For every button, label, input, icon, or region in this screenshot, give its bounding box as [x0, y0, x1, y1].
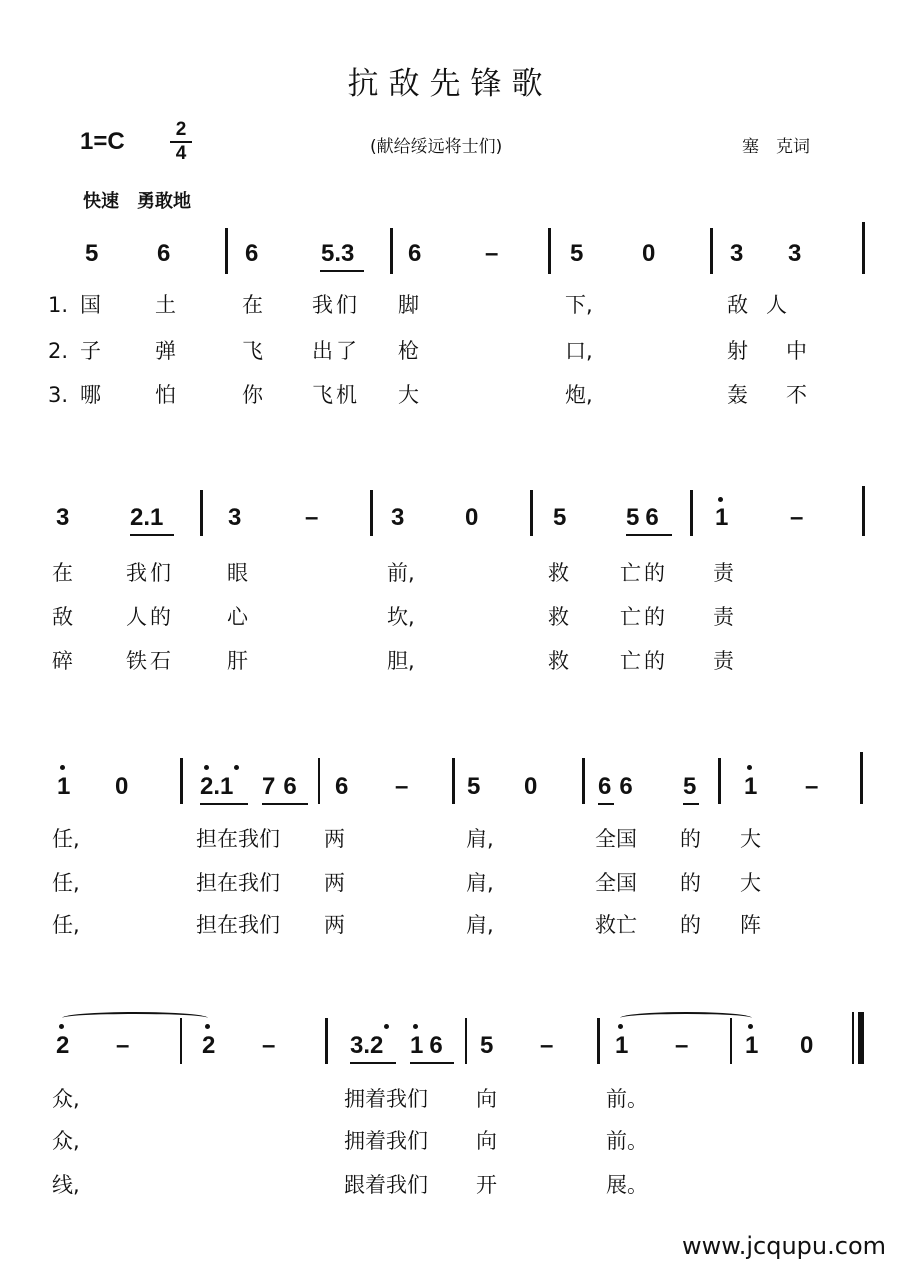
- octave-dot-high: [747, 765, 752, 770]
- lyric: 国: [80, 293, 101, 317]
- lyric: 土: [155, 293, 176, 317]
- verse-number: 1.: [48, 293, 69, 317]
- lyric: 人的: [126, 605, 174, 629]
- note: 3: [788, 240, 802, 267]
- bar-line: [690, 490, 693, 536]
- lyric: 肩,: [466, 827, 494, 851]
- octave-dot-high: [205, 1024, 210, 1029]
- lyric: 在: [242, 293, 263, 317]
- dash: –: [790, 504, 804, 531]
- note: 0: [524, 773, 538, 800]
- time-signature-top: 2: [175, 119, 187, 140]
- note: 5: [570, 240, 584, 267]
- bar-line: [860, 752, 863, 804]
- note: 6: [157, 240, 171, 267]
- lyric: 坎,: [387, 605, 415, 629]
- note: 3: [730, 240, 744, 267]
- octave-dot-high: [59, 1024, 64, 1029]
- note: 2: [56, 1032, 70, 1059]
- lyric: 救: [548, 605, 569, 629]
- bar-line: [180, 758, 183, 804]
- note: 5: [467, 773, 481, 800]
- note: 3.2: [350, 1032, 384, 1059]
- tie-slur: [62, 1012, 208, 1024]
- note: 2.1: [200, 773, 234, 800]
- note: 1: [744, 773, 758, 800]
- lyric: 枪: [398, 339, 419, 363]
- lyric: 肩,: [466, 871, 494, 895]
- lyric: 前。: [606, 1087, 648, 1111]
- lyric: 轰: [727, 383, 748, 407]
- lyric: 救: [548, 561, 569, 585]
- lyric: 担在我们: [196, 871, 280, 895]
- note: 1: [715, 504, 729, 531]
- beam-underline: [262, 803, 308, 805]
- dash: –: [305, 504, 319, 531]
- octave-dot-high: [748, 1024, 753, 1029]
- lyric: 大: [398, 383, 419, 407]
- song-title: 抗敌先锋歌: [347, 66, 553, 102]
- bar-line: [200, 490, 203, 536]
- octave-dot-high: [60, 765, 65, 770]
- beam-underline: [320, 270, 364, 272]
- bar-line: [862, 486, 865, 536]
- bar-line: [710, 228, 713, 274]
- note: 6: [335, 773, 349, 800]
- time-signature-bottom: 4: [175, 143, 187, 164]
- note: 5.3: [321, 240, 355, 267]
- lyric: 中: [786, 339, 807, 363]
- lyric: 全国: [595, 871, 637, 895]
- lyric: 担在我们: [196, 913, 280, 937]
- lyric: 跟着我们: [344, 1173, 428, 1197]
- lyric: 向: [476, 1087, 497, 1111]
- lyric: 责: [713, 605, 734, 629]
- dash: –: [116, 1032, 130, 1059]
- bar-line: [452, 758, 455, 804]
- lyric: 阵: [740, 913, 761, 937]
- note: 5: [85, 240, 99, 267]
- lyric: 众,: [52, 1129, 80, 1153]
- note: 3: [56, 504, 70, 531]
- lyric: 开: [476, 1173, 497, 1197]
- bar-line: [730, 1018, 732, 1064]
- octave-dot-high: [413, 1024, 418, 1029]
- lyric: 我们: [312, 293, 360, 317]
- time-signature: [170, 120, 192, 164]
- lyric: 在: [52, 561, 73, 585]
- octave-dot-high: [718, 497, 723, 502]
- note: 1: [745, 1032, 759, 1059]
- lyric: 亡的: [620, 649, 668, 673]
- lyric: 前,: [387, 561, 415, 585]
- note: 6: [408, 240, 422, 267]
- lyric: 线,: [52, 1173, 80, 1197]
- note: 56: [626, 504, 665, 531]
- bar-line: [718, 758, 721, 804]
- lyric: 弹: [155, 339, 176, 363]
- bar-line: [862, 222, 865, 274]
- note: 0: [642, 240, 656, 267]
- final-bar-line-thin: [852, 1012, 854, 1064]
- tie-slur: [620, 1012, 752, 1024]
- bar-line: [530, 490, 533, 536]
- lyric: 拥着我们: [344, 1129, 428, 1153]
- dash: –: [395, 773, 409, 800]
- lyric: 肩,: [466, 913, 494, 937]
- note: 3: [228, 504, 242, 531]
- lyric: 担在我们: [196, 827, 280, 851]
- beam-underline: [130, 534, 174, 536]
- bar-line: [597, 1018, 600, 1064]
- beam-underline: [350, 1062, 396, 1064]
- lyric: 任,: [52, 871, 80, 895]
- lyric: 大: [740, 827, 761, 851]
- note: 1: [615, 1032, 629, 1059]
- beam-underline: [683, 803, 699, 805]
- lyric: 胆,: [387, 649, 415, 673]
- lyric: 出了: [312, 339, 360, 363]
- lyric: 肝: [227, 649, 248, 673]
- lyric: 碎: [52, 649, 73, 673]
- site-watermark: www.jcqupu.com: [682, 1232, 886, 1260]
- lyric: 的: [680, 871, 701, 895]
- note: 0: [800, 1032, 814, 1059]
- lyric: 射: [727, 339, 748, 363]
- bar-line: [180, 1018, 182, 1064]
- verse-number: 2.: [48, 339, 69, 363]
- beam-underline: [200, 803, 248, 805]
- lyric: 我们: [126, 561, 174, 585]
- octave-dot-high: [618, 1024, 623, 1029]
- verse-number: 3.: [48, 383, 69, 407]
- lyric: 的: [680, 827, 701, 851]
- octave-dot-high: [204, 765, 209, 770]
- lyric: 责: [713, 561, 734, 585]
- lyric: 任,: [52, 913, 80, 937]
- lyric: 前。: [606, 1129, 648, 1153]
- lyric: 敌: [52, 605, 73, 629]
- note: 66: [598, 773, 641, 800]
- lyric: 向: [476, 1129, 497, 1153]
- note: 76: [262, 773, 305, 800]
- octave-dot-high: [234, 765, 239, 770]
- note: 2: [202, 1032, 216, 1059]
- lyric: 下,: [565, 293, 593, 317]
- note: 5: [480, 1032, 494, 1059]
- lyric: 子: [80, 339, 101, 363]
- lyric: 两: [324, 913, 345, 937]
- lyric: 飞: [242, 339, 263, 363]
- octave-dot-high: [384, 1024, 389, 1029]
- bar-line: [370, 490, 373, 536]
- beam-underline: [598, 803, 614, 805]
- dash: –: [805, 773, 819, 800]
- lyric: 大: [740, 871, 761, 895]
- lyric: 救亡: [595, 913, 637, 937]
- lyric: 救: [548, 649, 569, 673]
- bar-line: [548, 228, 551, 274]
- bar-line: [225, 228, 228, 274]
- lyric: 脚: [398, 293, 419, 317]
- note: 3: [391, 504, 405, 531]
- dedication-subtitle: (献给绥远将士们): [370, 137, 503, 157]
- beam-underline: [626, 534, 672, 536]
- note: 0: [115, 773, 129, 800]
- note: 6: [245, 240, 259, 267]
- note: 0: [465, 504, 479, 531]
- lyric: 任,: [52, 827, 80, 851]
- bar-line: [318, 758, 320, 804]
- lyric: 哪: [80, 383, 101, 407]
- lyric: 的: [680, 913, 701, 937]
- lyric: 飞机: [312, 383, 360, 407]
- lyric: 责: [713, 649, 734, 673]
- lyric: 展。: [606, 1173, 648, 1197]
- dash: –: [540, 1032, 554, 1059]
- lyric: 心: [227, 605, 248, 629]
- bar-line: [325, 1018, 328, 1064]
- beam-underline: [410, 1062, 454, 1064]
- bar-line: [465, 1018, 467, 1064]
- lyric: 众,: [52, 1087, 80, 1111]
- note: 2.1: [130, 504, 164, 531]
- lyric: 敌人: [727, 293, 805, 317]
- note: 1: [57, 773, 71, 800]
- lyric: 全国: [595, 827, 637, 851]
- dash: –: [262, 1032, 276, 1059]
- lyric: 两: [324, 871, 345, 895]
- lyric: 拥着我们: [344, 1087, 428, 1111]
- bar-line: [582, 758, 585, 804]
- lyric: 两: [324, 827, 345, 851]
- lyric: 怕: [155, 383, 176, 407]
- note: 16: [410, 1032, 449, 1059]
- lyric: 不: [786, 383, 807, 407]
- lyric: 炮,: [565, 383, 593, 407]
- lyric: 口,: [565, 339, 593, 363]
- bar-line: [390, 228, 393, 274]
- final-bar-line-thick: [858, 1012, 864, 1064]
- dash: –: [485, 240, 499, 267]
- tempo-marking: 快速 勇敢地: [83, 191, 191, 212]
- note: 5: [553, 504, 567, 531]
- lyric: 亡的: [620, 561, 668, 585]
- lyric: 眼: [227, 561, 248, 585]
- note: 5: [683, 773, 697, 800]
- lyric: 你: [242, 383, 263, 407]
- lyricist-credit: 塞 克词: [742, 137, 810, 157]
- lyric: 铁石: [126, 649, 174, 673]
- key-signature: 1=C: [80, 128, 125, 155]
- lyric: 亡的: [620, 605, 668, 629]
- dash: –: [675, 1032, 689, 1059]
